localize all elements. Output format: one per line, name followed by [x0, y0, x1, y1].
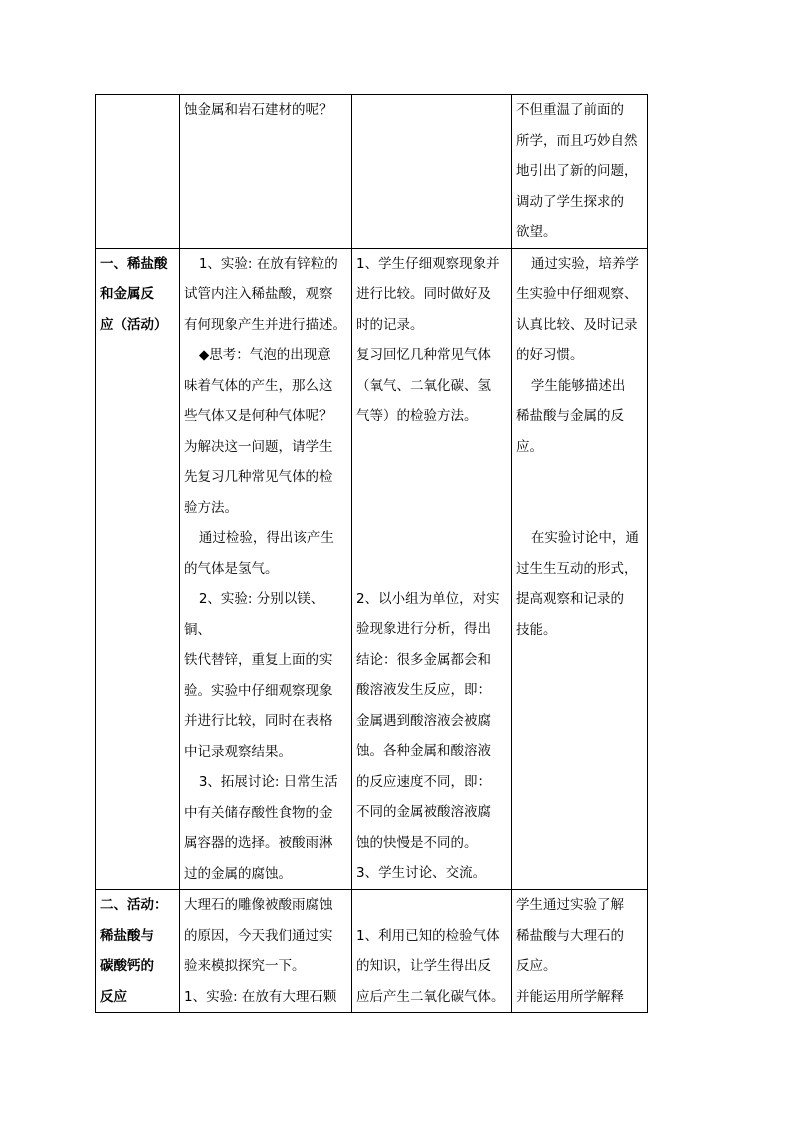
text-line: 认真比较、及时记录 [516, 316, 638, 333]
text-line: 验方法。 [184, 499, 238, 516]
section-title-line: 稀盐酸与 [100, 927, 154, 944]
cell-teacher-activity [180, 890, 352, 1013]
text-line: 1、利用已知的检验气体 [356, 927, 500, 944]
text-line: 为解决这一问题，请学生 [184, 438, 333, 455]
table-row [96, 95, 648, 249]
blank-space [356, 432, 507, 584]
cell-student-activity [352, 890, 512, 1013]
section-title-line: 应（活动） [100, 316, 168, 333]
text-line: 欲望。 [516, 224, 557, 240]
cell-teacher-activity [180, 95, 352, 249]
section-title-line: 碳酸钙的 [100, 958, 154, 974]
text-line: 的反应速度不同，即： [356, 773, 491, 790]
text-line: （氧气、二氧化碳、氢 [356, 377, 491, 394]
text-line: 反应。 [516, 958, 557, 974]
text-line: 的原因，今天我们通过实 [184, 927, 333, 944]
text-line: 进行比较。同时做好及 [356, 286, 491, 302]
text-line: 并能运用所学解释 [516, 988, 624, 1005]
text-line: 中记录观察结果。 [184, 743, 292, 760]
text-line: 铁代替锌，重复上面的实 [184, 652, 333, 668]
text-line: 通过实验，培养学 [530, 255, 639, 272]
text-line: 验来模拟探究一下。 [184, 958, 306, 974]
text-line: 不同的金属被酸溶液腐 [356, 804, 491, 820]
text-line: 蚀金属和岩石建材的呢？ [184, 102, 333, 118]
section-title-line: 反应 [100, 988, 127, 1005]
text-line: 所学，而且巧妙自然 [516, 132, 638, 149]
text-line: 结论：很多金属都会和 [356, 651, 491, 668]
cell-section [96, 95, 180, 249]
cell-teacher-activity [180, 248, 352, 890]
cell-design-intent [512, 248, 648, 890]
blank-space [516, 462, 643, 523]
text-line: 先复习几种常见气体的检 [184, 469, 333, 485]
section-title-line: 和金属反 [100, 286, 154, 302]
text-line: 酸溶液发生反应，即： [356, 682, 491, 698]
text-line: 调动了学生探求的 [516, 193, 624, 210]
cell-section [96, 248, 180, 890]
cell-design-intent [512, 890, 648, 1013]
text-line: 中有关储存酸性食物的金 [184, 804, 333, 821]
text-line: 提高观察和记录的 [516, 591, 624, 607]
text-line: 金属遇到酸溶液会被腐 [356, 712, 491, 729]
text-line: 1、实验: 在放有大理石颗 [184, 988, 337, 1005]
blank-space [356, 890, 507, 921]
text-line: 气等）的检验方法。 [356, 408, 478, 424]
text-line: 应。 [516, 438, 543, 455]
text-line: 稀盐酸与金属的反 [516, 408, 624, 424]
cell-design-intent [512, 95, 648, 249]
table-row [96, 890, 648, 1013]
text-line: 蚀。各种金属和酸溶液 [356, 743, 491, 759]
text-line: 2、以小组为单位，对实 [356, 590, 500, 607]
text-line: 过的金属的腐蚀。 [184, 865, 292, 882]
cell-student-activity [352, 248, 512, 890]
text-line: 属容器的选择。被酸雨淋 [184, 835, 333, 851]
text-line: 2、实验: 分别以镁、铜、 [184, 591, 325, 638]
text-line: 时的记录。 [356, 316, 424, 333]
text-line: 并进行比较，同时在表格 [184, 713, 333, 729]
text-line: 应后产生二氧化碳气体。 [356, 988, 505, 1005]
text-line: 稀盐酸与大理石的 [516, 927, 624, 944]
text-line: 地引出了新的问题， [516, 163, 638, 179]
cell-section [96, 890, 180, 1013]
text-line: 学生能够描述出 [530, 377, 626, 394]
text-line: 3、拓展讨论: 日常生活 [198, 774, 338, 790]
text-line: 生实验中仔细观察、 [516, 286, 638, 302]
section-title-line: 二、活动： [100, 897, 168, 913]
text-line: 的知识，让学生得出反 [356, 958, 491, 974]
text-line: 大理石的雕像被酸雨腐蚀 [184, 897, 333, 913]
text-line: 的气体是氢气。 [184, 560, 279, 577]
text-line: 有何现象产生并进行描述。 [184, 316, 346, 333]
text-line: 技能。 [516, 621, 557, 638]
text-line: 复习回忆几种常见气体 [356, 347, 491, 363]
table-row [96, 248, 648, 890]
text-line: 验现象进行分析，得出 [356, 621, 491, 637]
text-line: ◆思考：气泡的出现意 [198, 347, 331, 363]
text-line: 过生生互动的形式， [516, 560, 638, 577]
section-title-line: 一、稀盐酸 [100, 255, 168, 272]
text-line: 些气体又是何种气体呢？ [184, 408, 333, 424]
text-line: 3、学生讨论、交流。 [356, 865, 487, 881]
cell-student-activity [352, 95, 512, 249]
text-line: 不但重温了前面的 [516, 102, 624, 118]
lesson-plan-table [95, 94, 648, 1013]
text-line: 1、学生仔细观察现象并 [356, 255, 500, 272]
text-line: 试管内注入稀盐酸，观察 [184, 286, 333, 302]
text-line: 1、实验: 在放有锌粒的 [198, 255, 338, 272]
text-line: 学生通过实验了解 [516, 897, 624, 913]
text-line: 味着气体的产生，那么这 [184, 377, 333, 394]
text-line: 的好习惯。 [516, 347, 584, 363]
text-line: 验。实验中仔细观察现象 [184, 682, 333, 699]
text-line: 蚀的快慢是不同的。 [356, 834, 478, 851]
text-line: 在实验讨论中，通 [530, 530, 639, 546]
text-line: 通过检验，得出该产生 [198, 530, 334, 546]
